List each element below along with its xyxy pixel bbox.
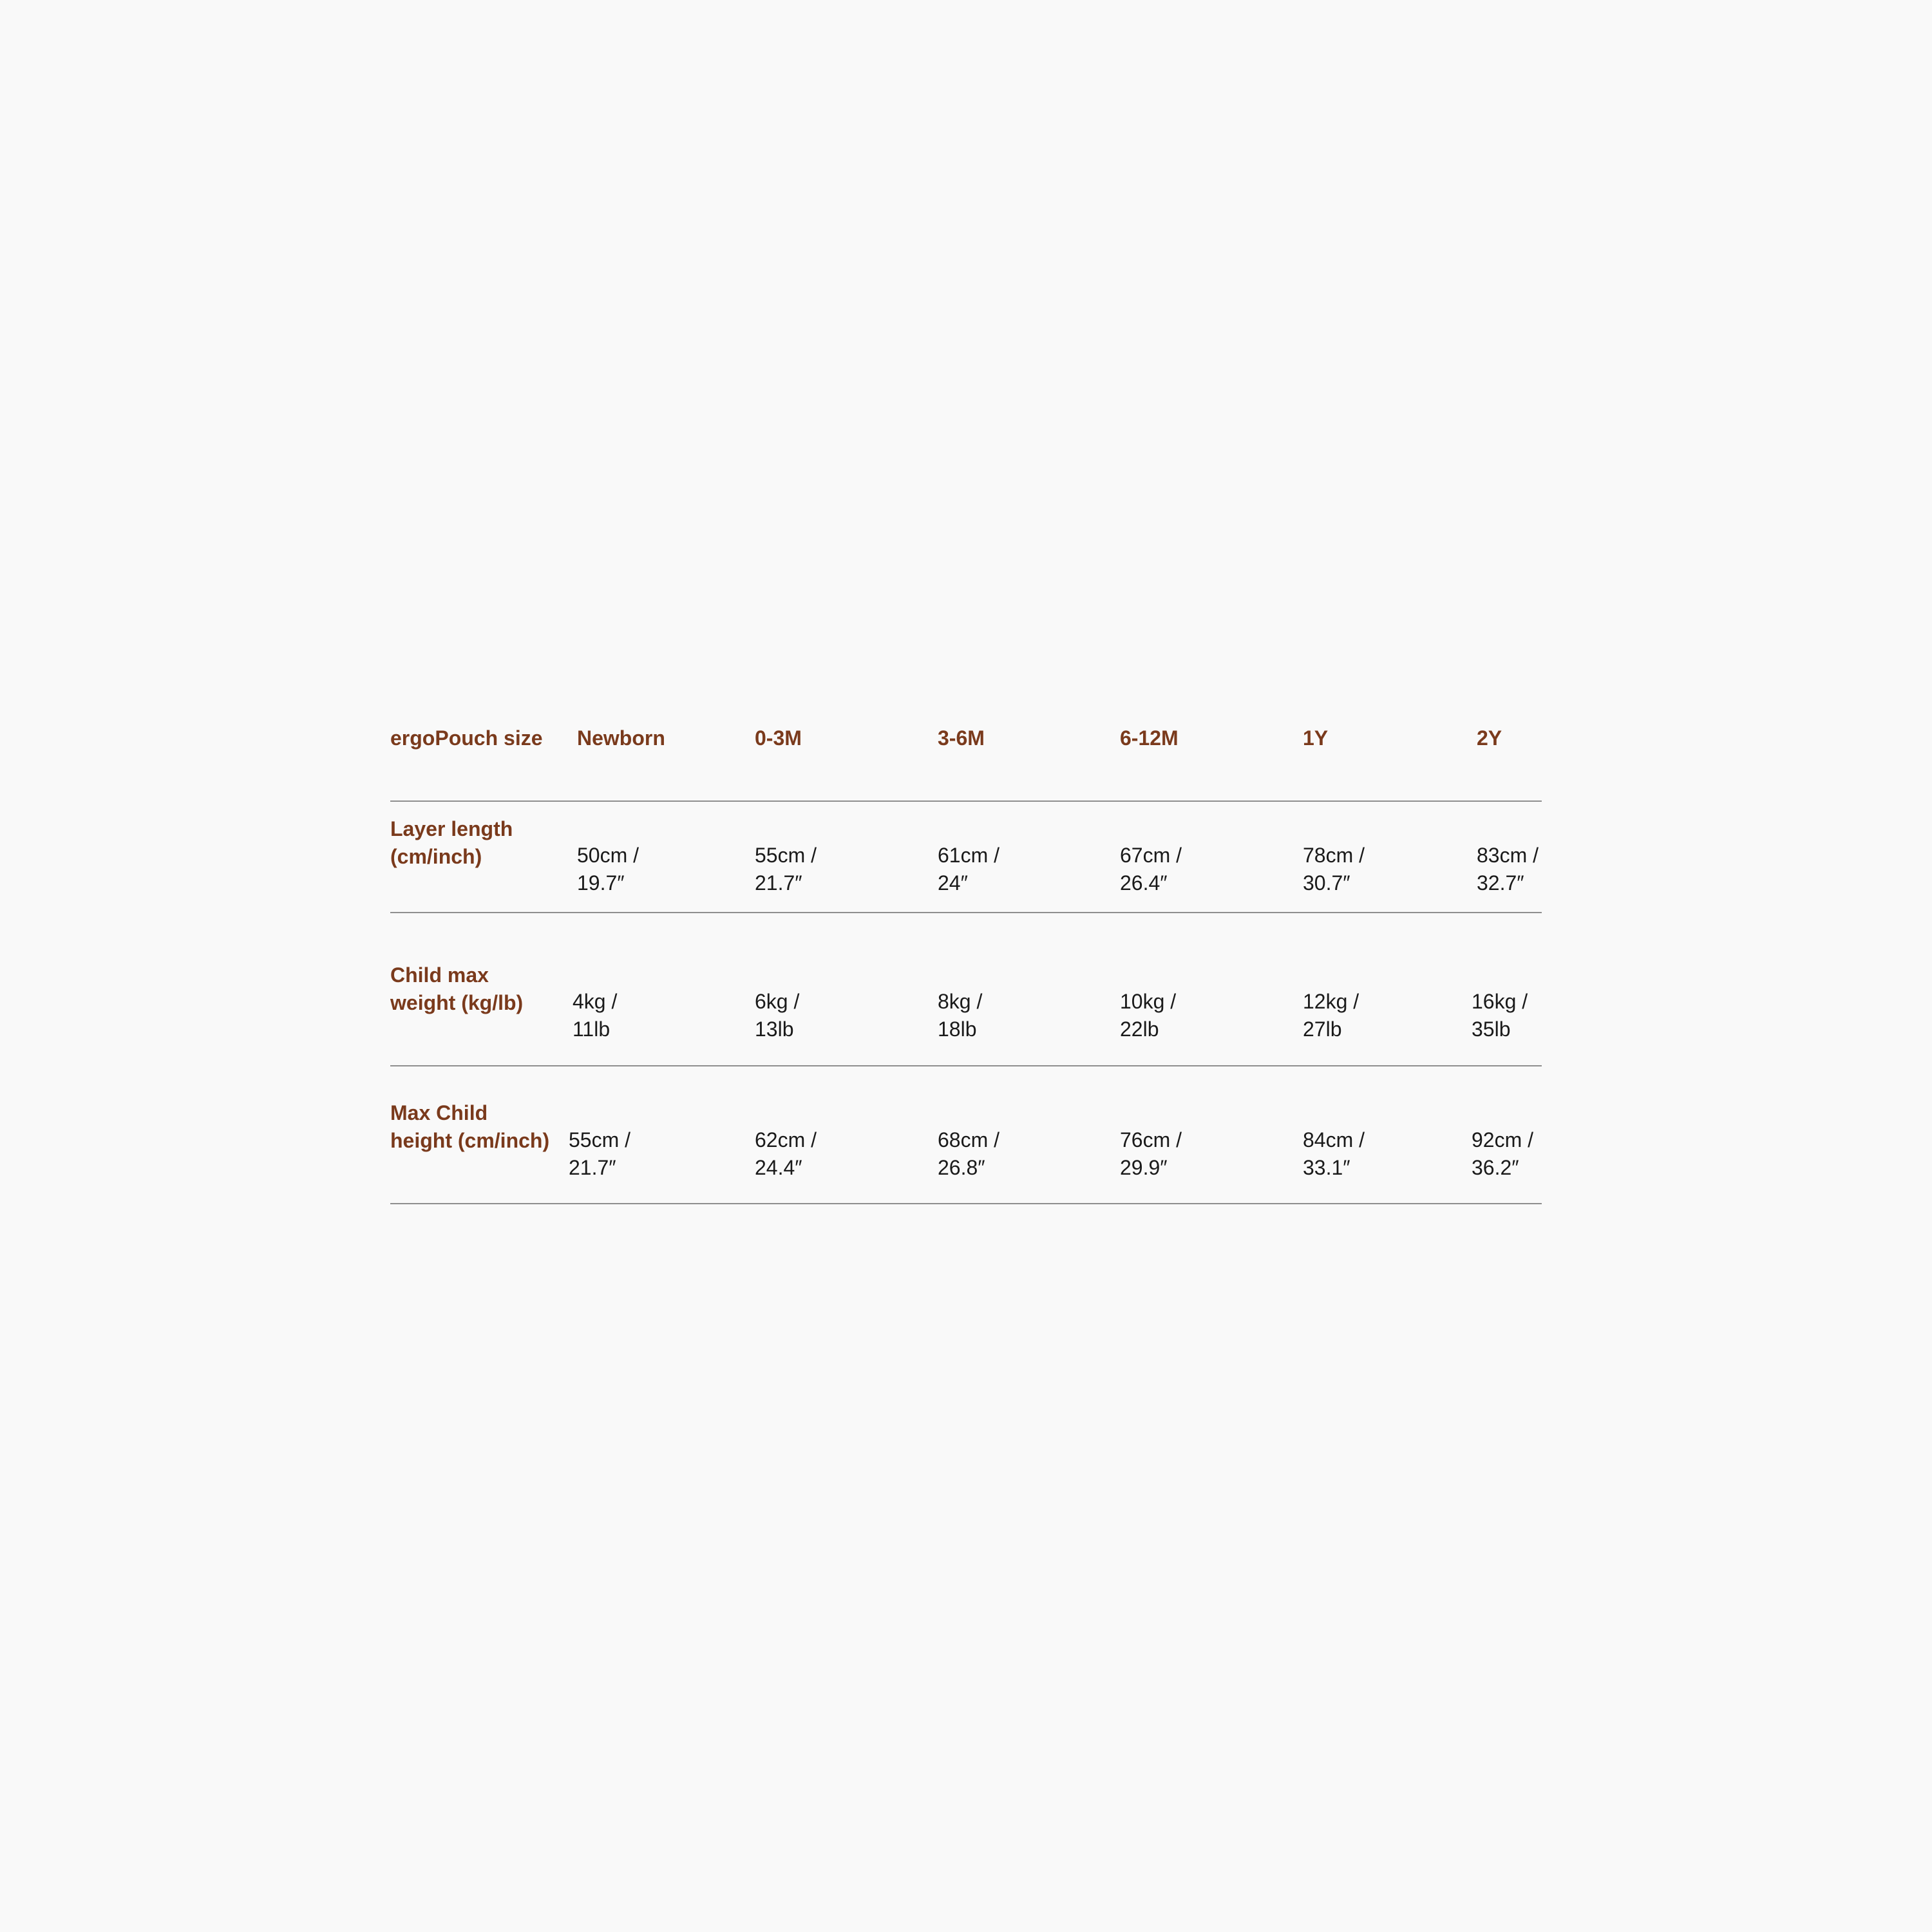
size-6-12m-header: 6-12M — [1120, 726, 1179, 750]
child-max-weight-1y: 12kg / 27lb — [1303, 990, 1359, 1041]
max-child-height-2y: 92cm / 36.2″ — [1472, 1128, 1534, 1179]
layer-length-6-12m: 67cm / 26.4″ — [1120, 844, 1182, 895]
layer-length-3-6m: 61cm / 24″ — [938, 844, 1000, 895]
child-max-weight-0-3m: 6kg / 13lb — [755, 990, 800, 1041]
max-child-height-1y: 84cm / 33.1″ — [1303, 1128, 1365, 1179]
layer-length-1y: 78cm / 30.7″ — [1303, 844, 1365, 895]
max-child-height-6-12m: 76cm / 29.9″ — [1120, 1128, 1182, 1179]
size-2y-header: 2Y — [1477, 726, 1502, 750]
child-max-weight-3-6m: 8kg / 18lb — [938, 990, 983, 1041]
max-child-height-label: Max Child height (cm/inch) — [390, 1101, 550, 1152]
header-divider — [390, 800, 1542, 802]
child-max-weight-6-12m: 10kg / 22lb — [1120, 990, 1177, 1041]
child-max-weight-label: Child max weight (kg/lb) — [390, 963, 524, 1014]
child-max-weight-newborn: 4kg / 11lb — [573, 990, 618, 1041]
layer-length-0-3m: 55cm / 21.7″ — [755, 844, 817, 895]
row-divider-1 — [390, 912, 1542, 913]
row-divider-2 — [390, 1065, 1542, 1066]
layer-length-label: Layer length (cm/inch) — [390, 817, 513, 868]
max-child-height-3-6m: 68cm / 26.8″ — [938, 1128, 1000, 1179]
max-child-height-0-3m: 62cm / 24.4″ — [755, 1128, 817, 1179]
size-3-6m-header: 3-6M — [938, 726, 985, 750]
size-1y-header: 1Y — [1303, 726, 1329, 750]
row-divider-3 — [390, 1203, 1542, 1204]
layer-length-newborn: 50cm / 19.7″ — [577, 844, 639, 895]
max-child-height-newborn: 55cm / 21.7″ — [569, 1128, 631, 1179]
size-0-3m-header: 0-3M — [755, 726, 802, 750]
child-max-weight-2y: 16kg / 35lb — [1472, 990, 1528, 1041]
size-newborn-header: Newborn — [577, 726, 665, 750]
layer-length-2y: 83cm / 32.7″ — [1477, 844, 1539, 895]
size-header-label: ergoPouch size — [390, 726, 543, 750]
